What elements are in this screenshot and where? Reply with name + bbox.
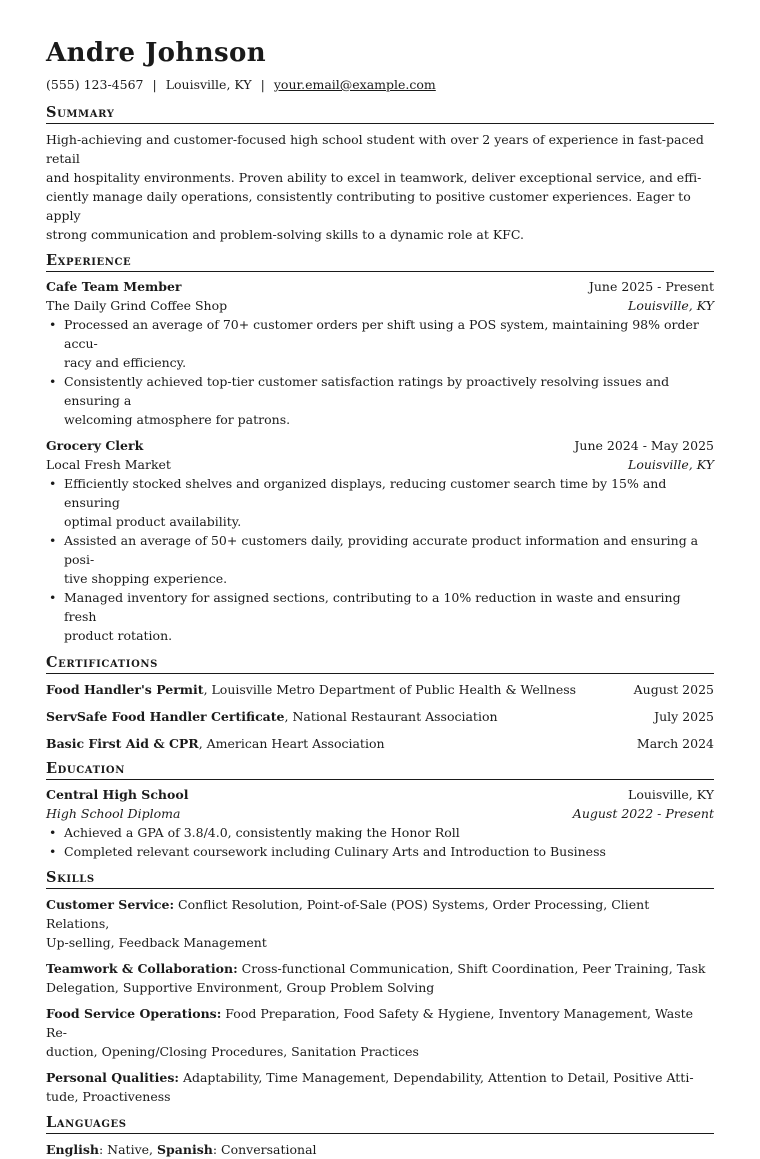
email-link[interactable]: your.email@example.com — [273, 77, 436, 92]
certification-name: Food Handler's Permit — [46, 682, 204, 697]
summary-line: High-achieving and customer-focused high school student with over 2 years of experience in fast-paced retail — [46, 132, 704, 166]
skill-label: Personal Qualities: — [46, 1070, 179, 1085]
certification-issuer: , American Heart Association — [198, 736, 385, 751]
school-name: Central High School — [46, 787, 189, 802]
certification-issuer: , Louisville Metro Department of Public Health & Wellness — [203, 682, 577, 697]
job-location: Louisville, KY — [628, 457, 714, 472]
section-title-education: Education — [46, 759, 714, 780]
skill-label: Teamwork & Collaboration: — [46, 961, 238, 976]
bullet-item: • Achieved a GPA of 3.8/4.0, consistently making the Honor Roll — [46, 823, 714, 842]
contact-separator: | — [260, 77, 265, 92]
job-entry — [46, 277, 714, 429]
bullet-item: • Efficiently stocked shelves and organized displays, reducing customer search time by 15% and ensuring optimal product availability. — [46, 474, 714, 531]
language-name: Spanish — [157, 1142, 213, 1157]
certification-date: August 2025 — [633, 682, 714, 697]
bullet-item: • Assisted an average of 50+ customers daily, providing accurate product information and ensuring a posi- tive shopping experience. — [46, 531, 714, 588]
section-title-skills: Skills — [46, 868, 714, 889]
job-dates: June 2024 - May 2025 — [574, 438, 714, 453]
job-company: Local Fresh Market — [46, 457, 171, 472]
job-role: Grocery Clerk — [46, 438, 144, 453]
job-company: The Daily Grind Coffee Shop — [46, 298, 228, 313]
contact-line — [46, 76, 714, 94]
certification-name: ServSafe Food Handler Certificate — [46, 709, 285, 724]
section-title-experience: Experience — [46, 251, 714, 272]
education-entry — [46, 785, 714, 861]
certification-item — [46, 707, 714, 726]
job-location: Louisville, KY — [628, 298, 714, 313]
job-dates: June 2025 - Present — [588, 279, 714, 294]
languages-line — [46, 1140, 714, 1159]
section-title-languages: Languages — [46, 1113, 714, 1134]
contact-separator: | — [152, 77, 157, 92]
education-dates: August 2022 - Present — [572, 806, 714, 821]
certification-name: Basic First Aid & CPR — [46, 736, 199, 751]
certification-item — [46, 734, 714, 753]
language-level: : Native, — [98, 1142, 157, 1157]
certification-date: March 2024 — [636, 736, 714, 751]
phone-number: (555) 123-4567 — [46, 77, 144, 92]
summary-line: ciently manage daily operations, consistently contributing to positive customer experiences. Eager to apply — [46, 189, 691, 223]
bullet-item: • Completed relevant coursework including Culinary Arts and Introduction to Business — [46, 842, 714, 861]
job-entry — [46, 436, 714, 645]
location: Louisville, KY — [165, 77, 252, 92]
bullet-item: • Consistently achieved top-tier customer satisfaction ratings by proactively resolving issues and ensuring a welcoming atmosphere for patrons. — [46, 372, 714, 429]
school-location: Louisville, KY — [628, 787, 714, 802]
certification-item — [46, 680, 714, 699]
job-role: Cafe Team Member — [46, 279, 182, 294]
resume-page — [46, 36, 714, 1159]
summary-text — [46, 130, 714, 244]
skill-group: Food Service Operations: Food Preparation, Food Safety & Hygiene, Inventory Management, Waste Re- duction, Opening/Closing Procedures, Sanitation Practices — [46, 1006, 694, 1059]
language-level: : Conversational — [212, 1142, 317, 1157]
skill-label: Customer Service: — [46, 897, 175, 912]
language-name: English — [46, 1142, 99, 1157]
certification-issuer: , National Restaurant Association — [284, 709, 498, 724]
degree: High School Diploma — [46, 806, 181, 821]
skill-group: Customer Service: Conflict Resolution, Point-of-Sale (POS) Systems, Order Processing, Client Relations, Up-selling, Feedback Management — [46, 897, 650, 950]
section-title-certifications: Certifications — [46, 653, 714, 674]
candidate-name: Andre Johnson — [46, 38, 267, 68]
summary-line: strong communication and problem-solving skills to a dynamic role at KFC. — [46, 227, 524, 242]
bullet-item: • Managed inventory for assigned sections, contributing to a 10% reduction in waste and ensuring fresh product rotation. — [46, 588, 714, 645]
bullet-item: • Processed an average of 70+ customer orders per shift using a POS system, maintaining 98% order accu- racy and efficiency. — [46, 315, 714, 372]
skill-group: Personal Qualities: Adaptability, Time Management, Dependability, Attention to Detail, Positive Atti- tude, Proactiveness — [46, 1070, 694, 1104]
skill-group: Teamwork & Collaboration: Cross-functional Communication, Shift Coordination, Peer Training, Task Delegation, Supportive Environment, Group Problem Solving — [46, 961, 706, 995]
education-bullets — [46, 823, 714, 861]
certification-date: July 2025 — [654, 709, 714, 724]
skill-label: Food Service Operations: — [46, 1006, 222, 1021]
section-title-summary: Summary — [46, 103, 714, 124]
job-bullets — [46, 315, 714, 429]
job-bullets — [46, 474, 714, 645]
summary-line: and hospitality environments. Proven ability to excel in teamwork, deliver exceptional service, and effi- — [46, 170, 702, 185]
